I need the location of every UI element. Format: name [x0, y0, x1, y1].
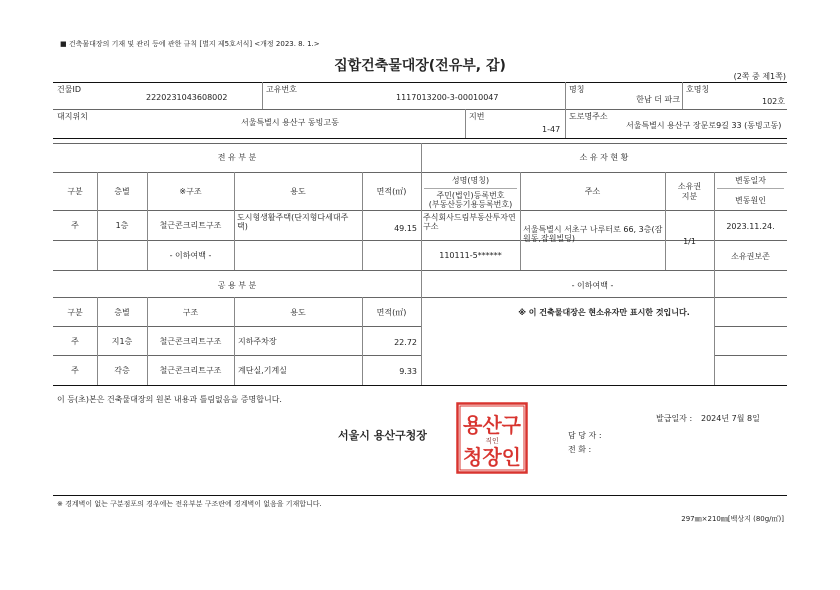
issue-date-label: 발급일자 : — [656, 414, 693, 423]
common-row-area: 9.33 — [399, 367, 417, 376]
name-value: 한남 더 파크 — [636, 95, 680, 104]
rule — [421, 172, 787, 173]
form-regulation-note: ■ 건축물대장의 기재 및 관리 등에 관한 규칙 [별지 제5호서식] <개정 2023. 8. 1.> — [60, 40, 320, 48]
document-title: 집합건축물대장(전유부, 갑) — [334, 58, 506, 74]
owner-section-title: 소 유 자 현 황 — [579, 153, 629, 162]
owner-header-change-date: 변동일자 — [735, 176, 766, 185]
exclusive-blank-note: - 이하여백 - — [169, 251, 212, 260]
exclusive-header-floor: 층별 — [114, 187, 130, 196]
owner-header-reg-no-sub: (부동산등기용등록번호) — [428, 200, 513, 209]
owner-header-name: 성명(명칭) — [451, 176, 490, 185]
rule — [717, 188, 784, 189]
common-row-structure: 철근콘크리트구조 — [159, 366, 222, 375]
phone-label: 전 화 : — [568, 445, 592, 454]
common-row-structure: 철근콘크리트구조 — [159, 337, 222, 346]
exclusive-section-title: 전 유 부 분 — [217, 153, 257, 162]
common-row-division: 주 — [71, 366, 79, 375]
owner-blank-note: - 이하여백 - — [571, 281, 614, 290]
common-row-floor: 각층 — [114, 366, 130, 375]
rule — [262, 82, 263, 109]
unique-no-label: 고유번호 — [266, 85, 297, 94]
owner-header-reg-no: 주민(법인)등록번호 — [436, 191, 505, 200]
issuing-agency: 서울시 용산구청장 — [338, 429, 427, 442]
rule — [714, 326, 787, 327]
common-header-structure: 구조 — [182, 308, 199, 317]
seal-text-bottom: 청장인 — [463, 445, 521, 469]
exclusive-header-area: 면적(㎡) — [376, 187, 407, 196]
owner-header-share-sub: 지분 — [681, 192, 698, 201]
unit-name-label: 호명칭 — [686, 85, 710, 94]
rule — [424, 188, 517, 189]
officer-label: 담 당 자 : — [568, 431, 602, 440]
certify-text: 이 등(초)본은 건축물대장의 원본 내용과 틀림없음을 증명합니다. — [57, 395, 282, 404]
official-seal — [456, 402, 528, 474]
owner-share: 1/1 — [683, 237, 696, 246]
rule — [53, 270, 787, 271]
unit-name-value: 102호 — [762, 97, 785, 106]
owner-address: 서울특별시 서초구 나루터로 66, 3층(잠원동,잠원빌딩) — [523, 225, 663, 244]
exclusive-header-division: 구분 — [67, 187, 83, 196]
road-address-value: 서울특별시 용산구 장문로9길 33 (동빙고동) — [626, 121, 782, 130]
rule — [53, 297, 787, 298]
rule — [53, 326, 421, 327]
common-header-division: 구분 — [67, 308, 83, 317]
rule — [53, 210, 787, 211]
common-header-floor: 층별 — [114, 308, 130, 317]
common-row-floor: 지1층 — [111, 337, 133, 346]
lot-no-label: 지번 — [469, 112, 485, 121]
building-id-value: 2220231043608002 — [146, 93, 228, 102]
page-indicator: (2쪽 중 제1쪽) — [733, 72, 786, 81]
common-row-area: 22.72 — [394, 338, 417, 347]
owner-change-date: 2023.11.24. — [726, 222, 775, 231]
road-address-label: 도로명주소 — [569, 112, 608, 121]
owner-reg-no: 110111-5****** — [439, 251, 502, 260]
rule — [682, 82, 683, 109]
top-border — [53, 82, 787, 83]
lot-no-value: 1-47 — [542, 125, 561, 134]
footer-rule — [53, 495, 787, 496]
rule — [53, 355, 421, 356]
footer-note: ※ 경계벽이 없는 구분점포의 경우에는 전유부분 구조란에 경계벽이 없음을 기재합니다. — [57, 500, 322, 508]
exclusive-row-use: 도시형생활주택(단지형다세대주택) — [237, 213, 349, 232]
common-section-title: 공 용 부 분 — [217, 281, 257, 290]
seal-text-top: 용산구 — [463, 413, 521, 437]
owner-header-address: 주소 — [584, 187, 601, 196]
common-header-use: 용도 — [290, 308, 306, 317]
name-label: 명칭 — [569, 85, 585, 94]
rule — [465, 109, 466, 138]
exclusive-row-structure: 철근콘크리트구조 — [159, 221, 222, 230]
common-row-use: 지하주차장 — [238, 337, 277, 346]
owner-name: 주식회사드림부동산투자연구소 — [423, 213, 516, 232]
rule — [53, 172, 421, 173]
common-row-division: 주 — [71, 337, 79, 346]
exclusive-row-floor: 1층 — [115, 221, 129, 230]
seal-center-text: 직인 — [485, 437, 499, 445]
rule — [714, 355, 787, 356]
owner-header-change-reason: 변동원인 — [735, 196, 766, 205]
site-location-label: 대지위치 — [57, 112, 88, 121]
rule — [53, 109, 787, 110]
rule — [53, 138, 787, 139]
exclusive-header-structure: ※구조 — [179, 187, 202, 196]
issue-date: 2024년 7월 8일 — [701, 414, 760, 423]
common-header-area: 면적(㎡) — [376, 308, 407, 317]
building-id-label: 건물ID — [57, 85, 81, 94]
common-row-use: 계단실,기계실 — [238, 366, 287, 375]
bottom-table-border — [53, 385, 787, 386]
exclusive-row-division: 주 — [71, 221, 79, 230]
owner-notice: ※ 이 건축물대장은 현소유자만 표시한 것입니다. — [518, 308, 690, 317]
unique-no-value: 1117013200-3-00010047 — [396, 93, 499, 102]
rule — [53, 143, 787, 144]
owner-change-reason: 소유권보존 — [731, 252, 770, 261]
owner-header-share: 소유권 — [677, 182, 702, 191]
exclusive-row-area: 49.15 — [394, 224, 417, 233]
paper-spec: 297㎜×210㎜[백상지 (80g/㎡)] — [681, 515, 784, 523]
exclusive-header-use: 용도 — [290, 187, 306, 196]
rule — [565, 82, 566, 138]
site-location-value: 서울특별시 용산구 동빙고동 — [241, 118, 339, 127]
